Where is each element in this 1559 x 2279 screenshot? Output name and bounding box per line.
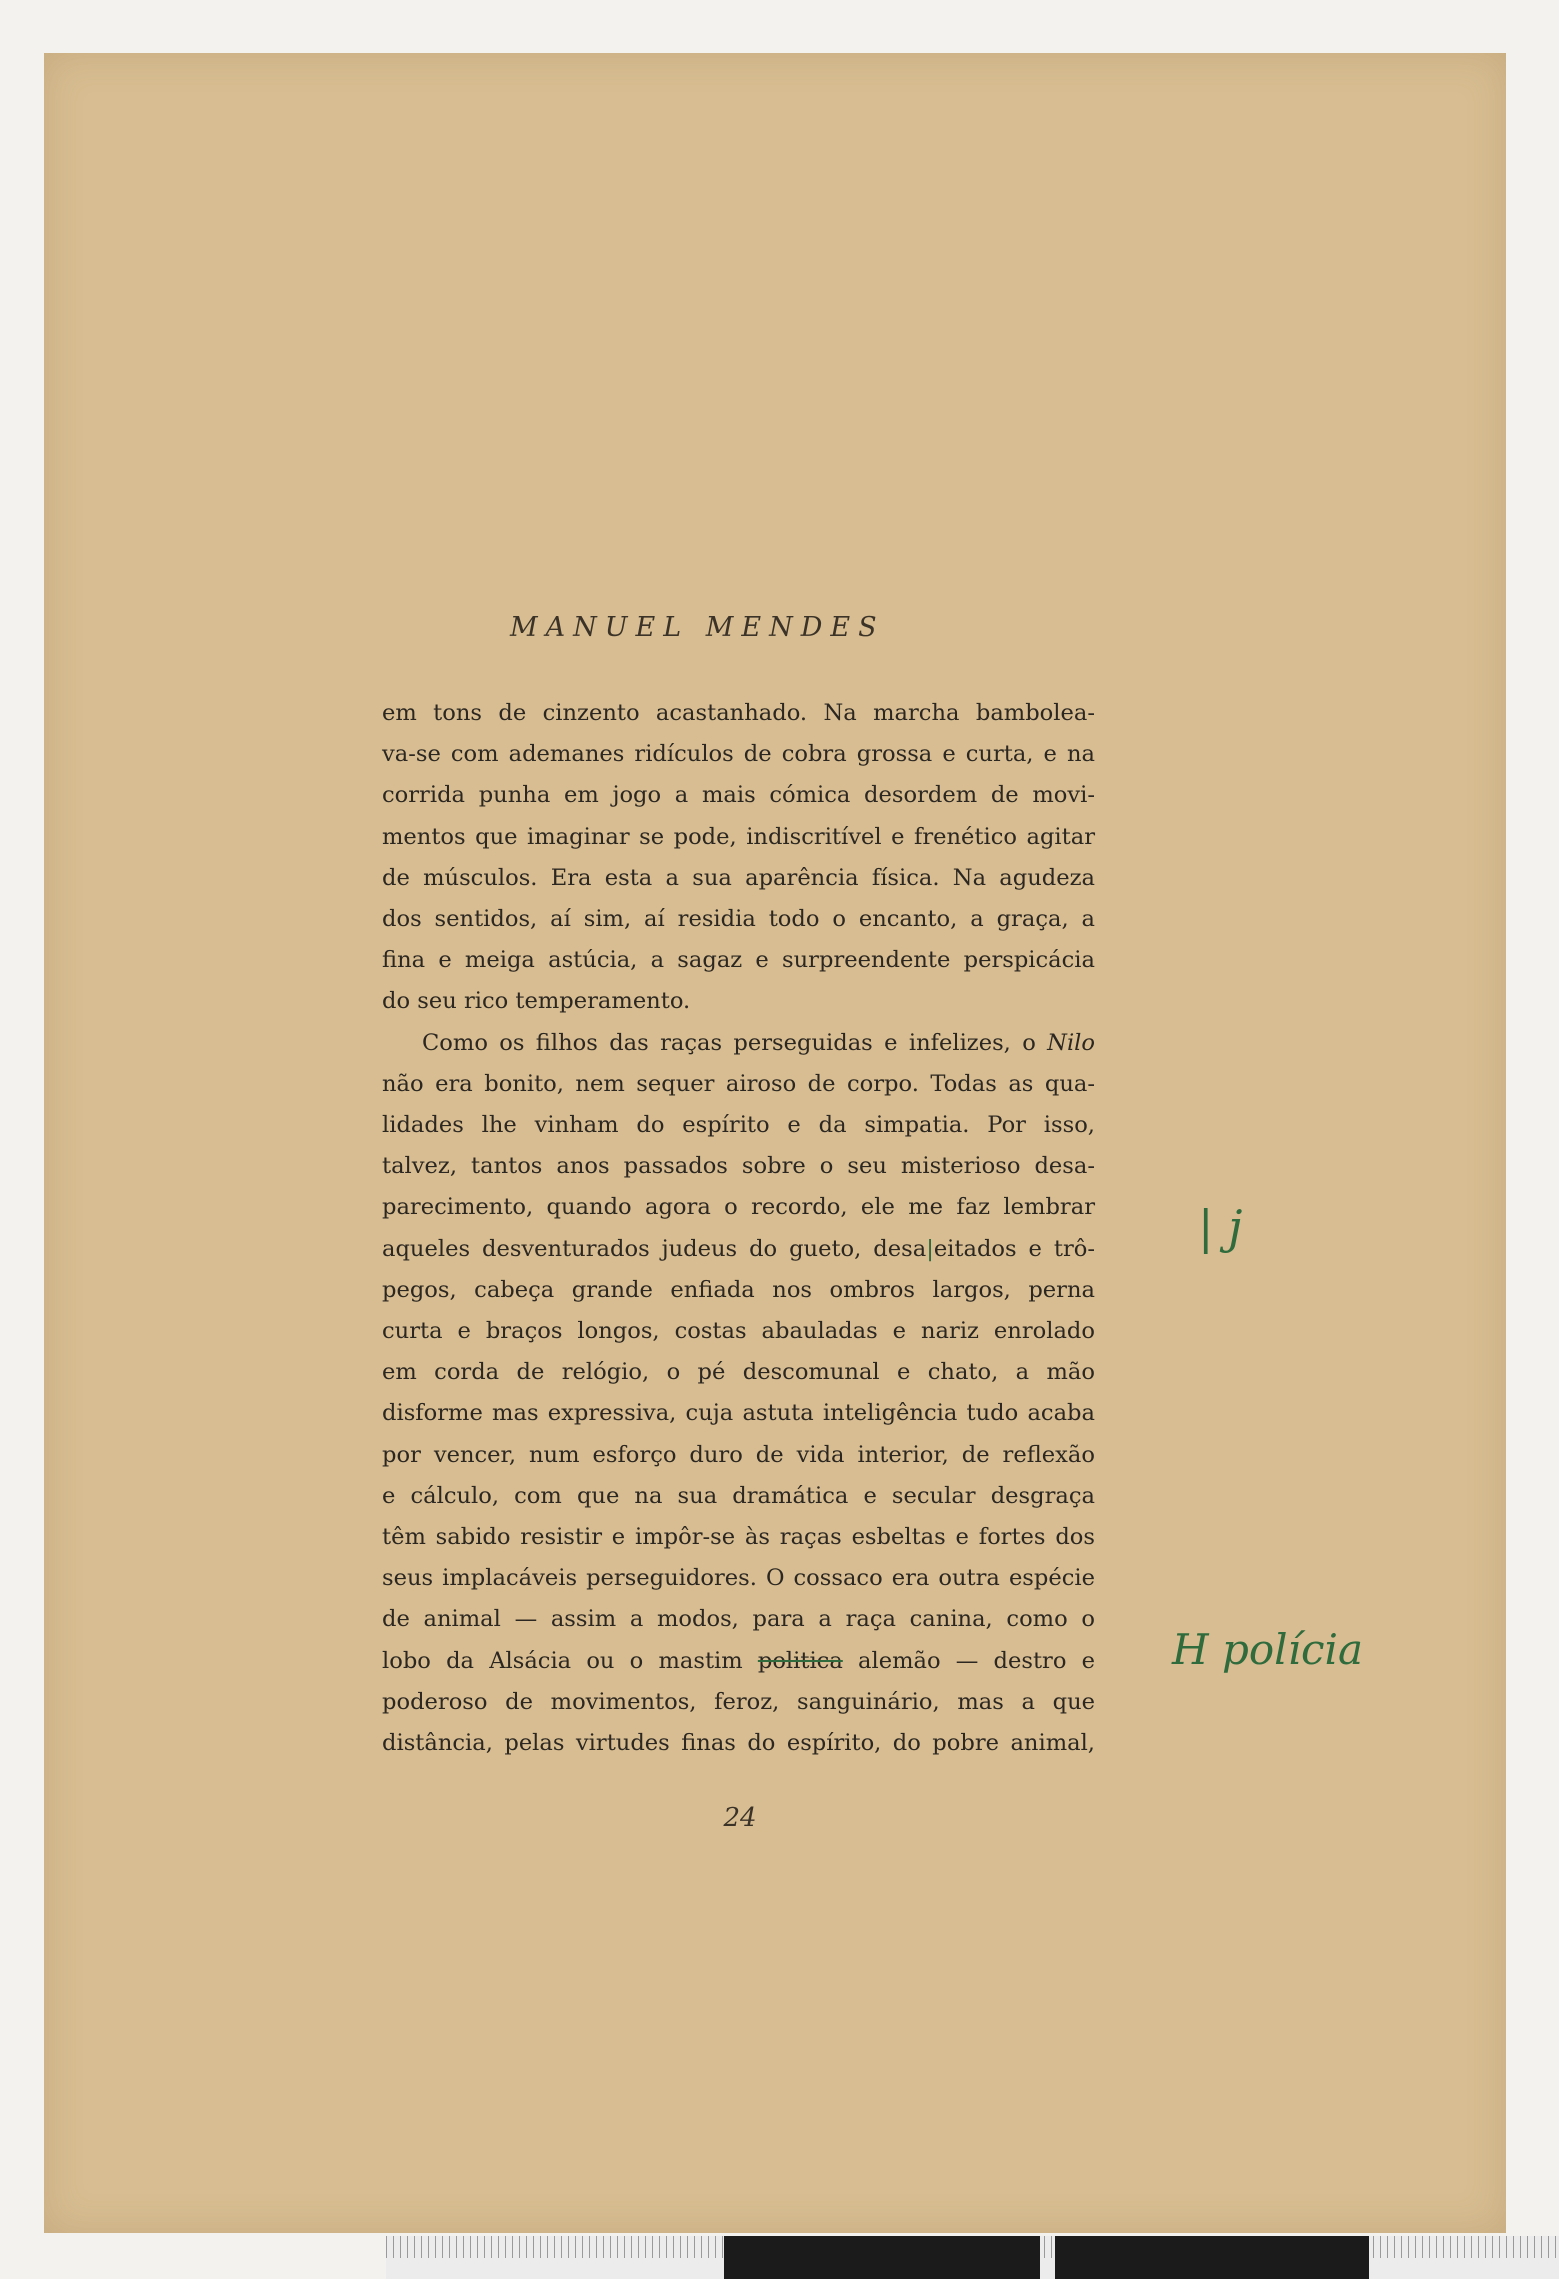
text-fragment: Como os filhos das raças perseguidas e infelizes, o (422, 1029, 1036, 1056)
text-line: de animal — assim a modos, para a raça canina, como o (382, 1606, 1095, 1633)
text-line: de músculos. Era esta a sua aparência física. Na agudeza (382, 864, 1095, 891)
margin-note-correction: H polícia (1172, 1625, 1364, 1674)
text-line: e cálculo, com que na sua dramática e secular desgraça (382, 1482, 1095, 1509)
text-line (382, 1641, 1095, 1682)
text-fragment: alemão — destro e (858, 1647, 1095, 1674)
text-line: va-se com ademanes ridículos de cobra grossa e curta, e na (382, 741, 1095, 768)
text-line: distância, pelas virtudes finas do espírito, do pobre animal, (382, 1730, 1095, 1757)
text-line: talvez, tantos anos passados sobre o seu misterioso desa- (382, 1153, 1095, 1180)
ruler-color-block (1055, 2236, 1369, 2279)
text-line: em corda de relógio, o pé descomunal e chato, a mão (382, 1359, 1095, 1386)
text-fragment: eitados e trô- (933, 1235, 1095, 1262)
margin-note-correction: | j (1198, 1200, 1243, 1254)
text-line (382, 1229, 1095, 1270)
text-line: fina e meiga astúcia, a sagaz e surpreendente perspicácia (382, 947, 1095, 974)
italic-name: Nilo (1047, 1029, 1095, 1056)
text-line: lidades lhe vinham do espírito e da simpatia. Por isso, (382, 1112, 1095, 1139)
text-line: pegos, cabeça grande enfiada nos ombros largos, perna (382, 1276, 1095, 1303)
text-line: parecimento, quando agora o recordo, ele me faz lembrar (382, 1194, 1095, 1221)
ruler-color-block (724, 2236, 1040, 2279)
text-fragment: lobo da Alsácia ou o mastim (382, 1647, 743, 1674)
body-text (382, 693, 1095, 1764)
text-line: por vencer, num esforço duro de vida interior, de reflexão (382, 1441, 1095, 1468)
text-line: seus implacáveis perseguidores. O cossaco era outra espécie (382, 1565, 1095, 1592)
text-line: poderoso de movimentos, feroz, sanguinário, mas a que (382, 1688, 1095, 1715)
text-line (382, 1023, 1095, 1064)
text-line: dos sentidos, aí sim, aí residia todo o encanto, a graça, a (382, 906, 1095, 933)
text-line: corrida punha em jogo a mais cómica desordem de movi- (382, 782, 1095, 809)
struck-word: politica (757, 1647, 843, 1674)
correction-mark: | (926, 1235, 934, 1262)
running-head: MANUEL MENDES (510, 612, 885, 643)
text-line: têm sabido resistir e impôr-se às raças esbeltas e fortes dos (382, 1524, 1095, 1551)
text-line: em tons de cinzento acastanhado. Na marcha bambolea- (382, 700, 1095, 726)
text-line: curta e braços longos, costas abauladas e nariz enrolado (382, 1318, 1095, 1345)
text-line: não era bonito, nem sequer airoso de corpo. Todas as qua- (382, 1070, 1095, 1097)
page-number: 24 (723, 1803, 757, 1833)
text-line: mentos que imaginar se pode, indiscritível e frenético agitar (382, 823, 1095, 850)
text-line: do seu rico temperamento. (382, 988, 691, 1015)
text-fragment: aqueles desventurados judeus do gueto, desa (382, 1235, 927, 1262)
text-line: disforme mas expressiva, cuja astuta inteligência tudo acaba (382, 1400, 1095, 1427)
